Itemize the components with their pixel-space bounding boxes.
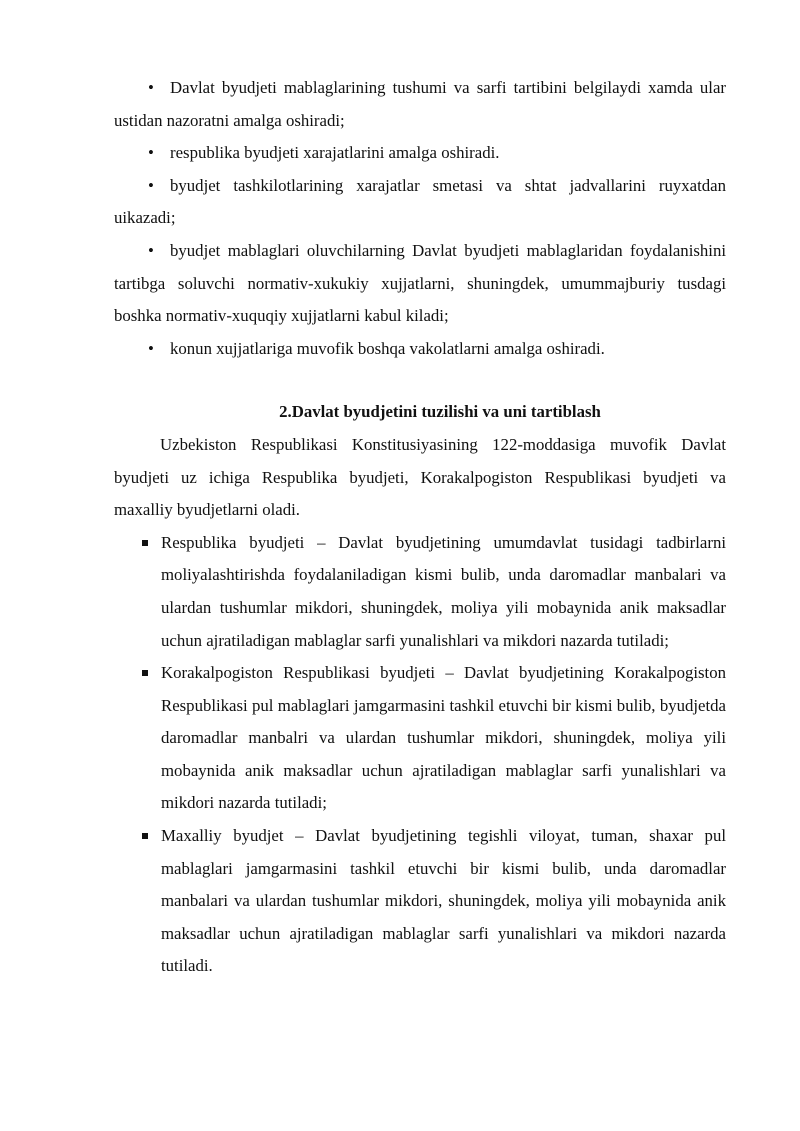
list-item-text: konun xujjatlariga muvofik boshqa vakolatlarni amalga oshiradi. <box>170 338 605 358</box>
list-item <box>114 137 726 170</box>
list-item <box>114 527 726 657</box>
section-heading: 2.Davlat byudjetini tuzilishi va uni tartiblash <box>279 402 601 422</box>
list-item-text: Respublika byudjeti – Davlat byudjetining umumdavlat tusidagi tadbirlarni moliyalashtirishda foydalaniladigan kismi bulib, unda daromadlar manbalari va ulardan tushumlar mikdori, shuningdek, moliya yili mobaynida anik maksadlar uchun ajratiladigan mablaglar sarfi yunalishlari va mikdori nazarda tutiladi; <box>161 532 726 650</box>
bullet-icon: • <box>148 143 154 163</box>
bullet-icon: • <box>148 240 154 260</box>
list-item-text: byudjet tashkilotlarining xarajatlar smetasi va shtat jadvallarini ruyxatdan uikazadi; <box>114 175 726 228</box>
square-bullet-icon <box>142 833 148 839</box>
bullet-icon: • <box>148 338 154 358</box>
list-item-text: Korakalpogiston Respublikasi byudjeti – Davlat byudjetining Korakalpogiston Respublikasi pul mablaglari jamgarmasini tashkil etuvchi bir kismi bulib, byudjetda daromadlar manbalri va ulardan tushumlar mikdori, shuningdek, moliya yili mobaynida anik maksadlar uchun ajratiladigan mablaglar sarfi yunalishlari va mikdori nazarda tutiladi; <box>161 663 726 813</box>
list-item-text: Davlat byudjeti mablaglarining tushumi va sarfi tartibini belgilaydi xamda ular ustidan nazoratni amalga oshiradi; <box>114 78 726 130</box>
square-bullet-list <box>114 527 726 983</box>
intro-paragraph: Uzbekiston Respublikasi Konstitusiyasining 122-moddasiga muvofik Davlat byudjeti uz ichiga Respublika byudjeti, Korakalpogiston Respublikasi byudjeti va maxalliy byudjetlarni oladi. <box>114 434 726 520</box>
round-bullet-list <box>114 72 726 365</box>
bullet-icon: • <box>148 175 154 195</box>
square-bullet-icon <box>142 540 148 546</box>
list-item <box>114 657 726 820</box>
document-page <box>114 72 726 983</box>
list-item <box>114 72 726 137</box>
list-item-text: byudjet mablaglari oluvchilarning Davlat byudjeti mablaglaridan foydalanishini tartibga soluvchi normativ-xukukiy xujjatlarni, shuningdek, umummajburiy tusdagi boshka normativ-xuquqiy xujjatlarni kabul kiladi; <box>114 240 726 326</box>
bullet-icon: • <box>148 78 154 97</box>
list-item <box>114 820 726 983</box>
spacer <box>114 365 726 396</box>
list-item-text: Maxalliy byudjet – Davlat byudjetining tegishli viloyat, tuman, shaxar pul mablaglari jamgarmasini tashkil etuvchi bir kismi bulib, unda daromadlar manbalari va ulardan tushumlar mikdori, shuningdek, moliya yili mobaynida anik maksadlar uchun ajratiladigan mablaglar sarfi yunalishlari va mikdori nazarda tutiladi. <box>161 826 726 976</box>
list-item-text: respublika byudjeti xarajatlarini amalga oshiradi. <box>170 143 500 163</box>
list-item <box>114 333 726 366</box>
list-item <box>114 170 726 235</box>
list-item <box>114 235 726 333</box>
square-bullet-icon <box>142 670 148 676</box>
